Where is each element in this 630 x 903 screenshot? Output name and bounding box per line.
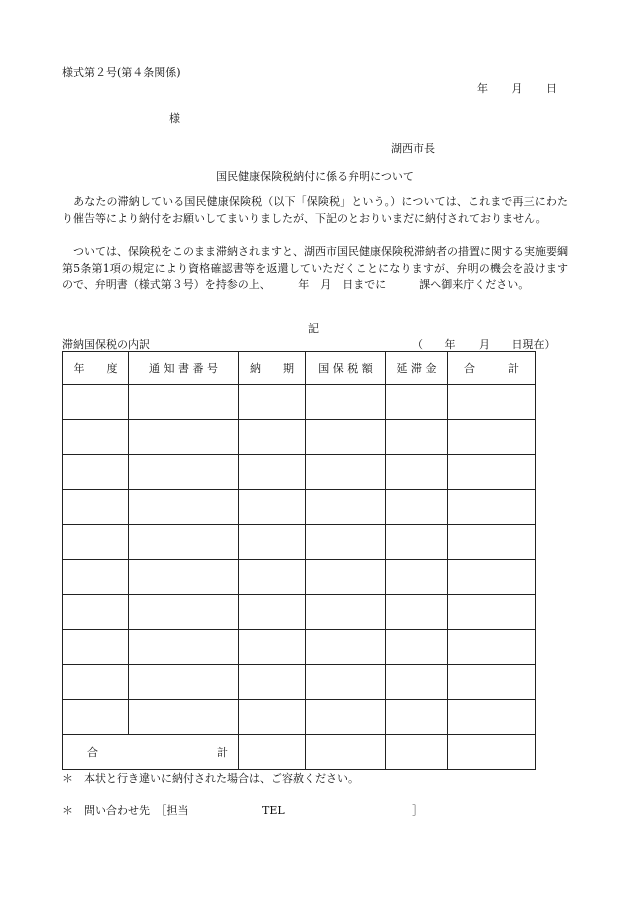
header-total: 合 計 bbox=[448, 352, 536, 385]
header-due-period: 納 期 bbox=[239, 352, 306, 385]
table-cell bbox=[63, 525, 129, 560]
table-row bbox=[63, 630, 536, 665]
table-row bbox=[63, 385, 536, 420]
table-cell bbox=[129, 700, 239, 735]
table-row bbox=[63, 420, 536, 455]
table-cell bbox=[306, 630, 386, 665]
date-line bbox=[477, 80, 557, 96]
table-cell bbox=[448, 595, 536, 630]
as-of-date: （ 年 月 日現在） bbox=[412, 338, 556, 351]
table-cell bbox=[239, 525, 306, 560]
table-cell bbox=[448, 385, 536, 420]
total-cell bbox=[306, 735, 386, 770]
table-cell bbox=[129, 560, 239, 595]
table-cell bbox=[306, 490, 386, 525]
table-cell bbox=[63, 560, 129, 595]
table-cell bbox=[129, 665, 239, 700]
table-row bbox=[63, 700, 536, 735]
table-cell bbox=[129, 385, 239, 420]
table-cell bbox=[448, 490, 536, 525]
table-cell bbox=[386, 595, 448, 630]
contact-line: ＊ 問い合わせ先 ［担当 TEL ］ bbox=[62, 804, 424, 817]
table-cell bbox=[386, 385, 448, 420]
table-cell bbox=[306, 595, 386, 630]
total-cell bbox=[386, 735, 448, 770]
table-cell bbox=[386, 490, 448, 525]
table-row bbox=[63, 560, 536, 595]
table-cell bbox=[239, 385, 306, 420]
paragraph-2: ついては、保険税をこのまま滞納されますと、湖西市国民健康保険税滞納者の措置に関する実施要綱第5条第1項の規定により資格確認書等を返還していただくことになりますが、弁明の機会を設けますので、弁明書（様式第３号）を持参の上、 年 月 日までに 課へ御来庁ください。 bbox=[62, 245, 568, 291]
table-cell bbox=[129, 595, 239, 630]
table-cell bbox=[239, 700, 306, 735]
total-cell bbox=[448, 735, 536, 770]
paragraph-1: あなたの滞納している国民健康保険税（以下「保険税」という。）については、これまで再三にわたり催告等により納付をお願いしてまいりましたが、下記のとおりいまだに納付されておりません。 bbox=[62, 195, 568, 225]
table-cell bbox=[448, 525, 536, 560]
table-cell bbox=[386, 455, 448, 490]
header-notice-number: 通 知 書 番 号 bbox=[129, 352, 239, 385]
table-cell bbox=[448, 665, 536, 700]
table-cell bbox=[306, 455, 386, 490]
table-cell bbox=[239, 420, 306, 455]
table-cell bbox=[306, 560, 386, 595]
table-cell bbox=[448, 560, 536, 595]
table-cell bbox=[448, 455, 536, 490]
table-cell bbox=[239, 665, 306, 700]
table-cell bbox=[63, 455, 129, 490]
table-cell bbox=[129, 455, 239, 490]
table-cell bbox=[306, 700, 386, 735]
table-cell bbox=[129, 490, 239, 525]
table-cell bbox=[386, 525, 448, 560]
table-cell bbox=[63, 595, 129, 630]
ki-heading: 記 bbox=[308, 322, 319, 335]
table-cell bbox=[239, 455, 306, 490]
table-cell bbox=[239, 595, 306, 630]
table-cell bbox=[386, 665, 448, 700]
table-cell bbox=[129, 525, 239, 560]
table-row bbox=[63, 490, 536, 525]
table-cell bbox=[448, 630, 536, 665]
header-fiscal-year: 年 度 bbox=[63, 352, 129, 385]
breakdown-label: 滞納国保税の内訳 bbox=[62, 338, 150, 351]
date-year: 年 bbox=[477, 82, 488, 95]
total-cell bbox=[239, 735, 306, 770]
table-cell bbox=[386, 630, 448, 665]
table-cell bbox=[239, 630, 306, 665]
table-row bbox=[63, 525, 536, 560]
table-cell bbox=[129, 420, 239, 455]
table-header-row bbox=[63, 352, 536, 385]
table-cell bbox=[63, 630, 129, 665]
table-cell bbox=[63, 385, 129, 420]
table-row bbox=[63, 665, 536, 700]
header-late-fee: 延 滞 金 bbox=[386, 352, 448, 385]
table-cell bbox=[129, 630, 239, 665]
sender: 湖西市長 bbox=[391, 142, 435, 155]
date-day: 日 bbox=[546, 82, 557, 95]
document-title: 国民健康保険税納付に係る弁明について bbox=[216, 170, 414, 183]
addressee-suffix: 様 bbox=[169, 112, 180, 125]
table-cell bbox=[239, 490, 306, 525]
table-cell bbox=[63, 700, 129, 735]
table-cell bbox=[63, 420, 129, 455]
table-row bbox=[63, 455, 536, 490]
total-label: 合 計 bbox=[63, 735, 239, 770]
table-cell bbox=[306, 525, 386, 560]
table-cell bbox=[386, 560, 448, 595]
form-number: 様式第２号(第４条関係) bbox=[62, 66, 181, 79]
arrears-table bbox=[62, 351, 536, 770]
date-month: 月 bbox=[511, 82, 523, 95]
table-cell bbox=[306, 665, 386, 700]
table-cell bbox=[63, 490, 129, 525]
note-payment-crossed: ＊ 本状と行き違いに納付された場合は、ご容赦ください。 bbox=[62, 772, 359, 785]
header-tax-amount: 国 保 税 額 bbox=[306, 352, 386, 385]
table-cell bbox=[386, 420, 448, 455]
table-cell bbox=[63, 665, 129, 700]
table-total-row bbox=[63, 735, 536, 770]
table-cell bbox=[448, 420, 536, 455]
table-cell bbox=[386, 700, 448, 735]
table-cell bbox=[239, 560, 306, 595]
table-cell bbox=[448, 700, 536, 735]
table-row bbox=[63, 595, 536, 630]
table-cell bbox=[306, 385, 386, 420]
table-cell bbox=[306, 420, 386, 455]
